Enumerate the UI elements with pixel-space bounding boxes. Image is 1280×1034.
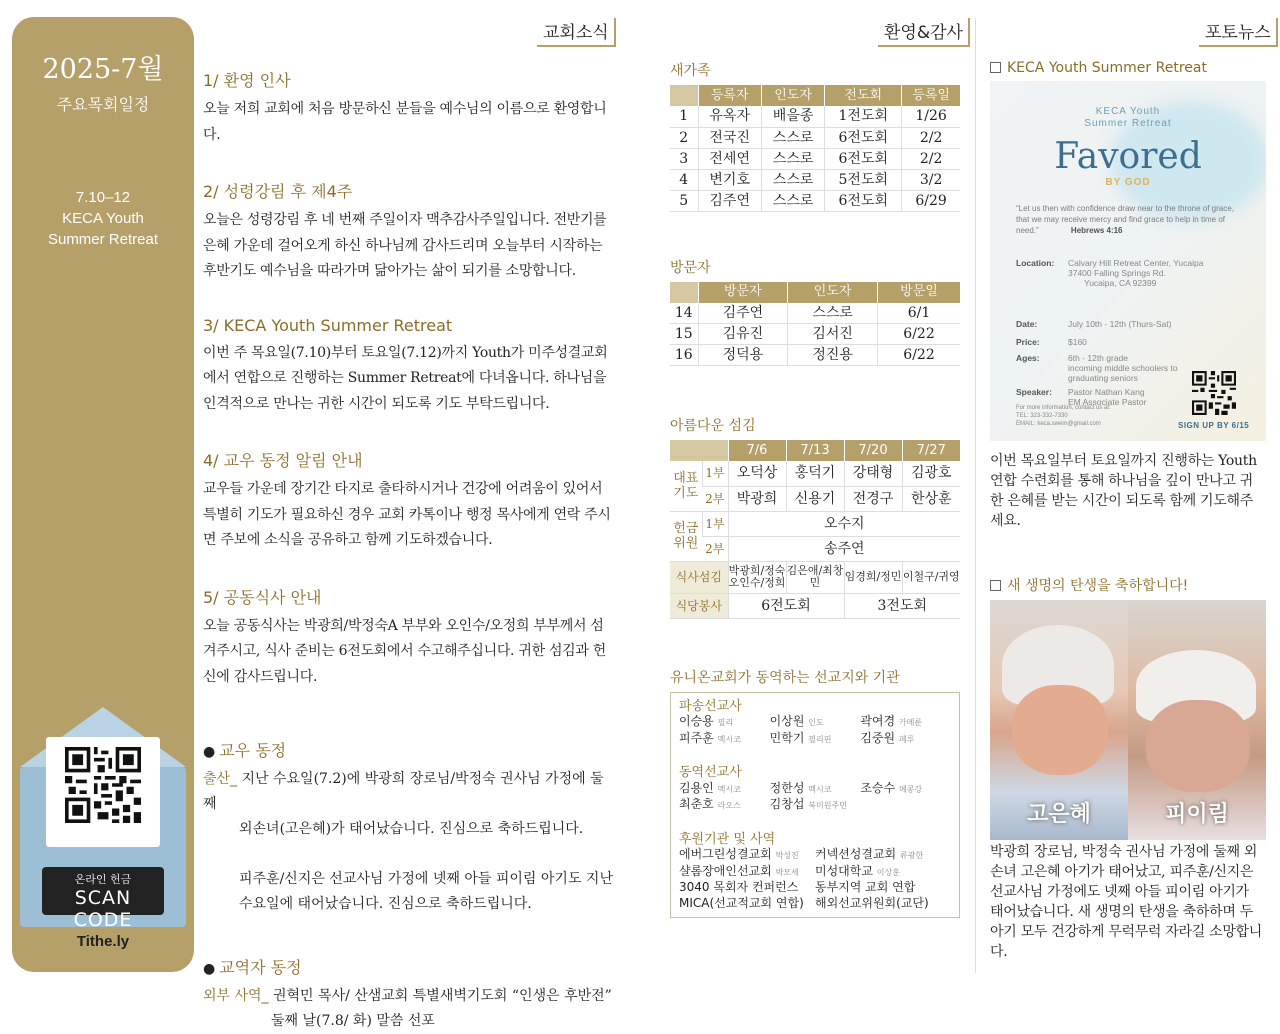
cell: 강태형 [844,461,902,486]
visitors-title: 방문자 [670,259,711,276]
cell: 스스로 [788,303,878,324]
cell: 홍덕기 [786,461,844,486]
cell: 1부 [702,461,728,486]
place: 박모세 [775,867,799,877]
diag-cell [670,85,698,106]
signup-qr-icon[interactable] [1192,371,1236,415]
cell: 박광희/정숙 오인수/정희 [728,561,786,593]
cell: 6전도회 [825,190,902,211]
table-row [670,127,960,148]
list-item [679,781,951,798]
news-title: 3/ KECA Youth Summer Retreat [203,315,453,335]
table-row [670,106,960,127]
tithely-link[interactable]: Tithe.ly [76,933,130,950]
row-label: 대표기도 [670,461,702,511]
table-row [670,303,960,324]
cell: 15 [670,324,698,345]
signup-deadline: SIGN UP BY 6/15 [1178,421,1250,430]
event-date: 7.10–12 [75,189,131,206]
poster-price [1016,337,1087,347]
list-item [679,847,951,864]
cell: 6/22 [878,345,960,366]
retreat-poster [990,81,1266,441]
minister-news-body [203,984,613,1034]
place: 라오스 [717,801,741,810]
verse-text: “Let us then with confidence draw near to the throne of grace, that we may receive mercy and find grace to help in time of need.” [1016,204,1234,235]
cell: 전세연 [698,148,761,169]
cell: 6전도회 [825,127,902,148]
poster-top1: KECA Youth [1095,106,1161,117]
info-label: Ages: [1016,353,1040,363]
cell: 오수지 [728,511,960,536]
partner-title: 동역선교사 [679,765,742,780]
info-value: $160 [1068,337,1087,347]
schedule-sidebar [12,17,194,972]
list-item [679,864,951,881]
cell: 정덕용 [698,345,788,366]
event-line2: Summer Retreat [47,231,159,248]
table-row [670,461,960,486]
news-body: 오늘 공동식사는 박광희/박정숙A 부부와 오인수/오정희 부부께서 섬겨주시고, 식사 준비는 6전도회에서 수고해주십니다. 귀한 섬김과 헌신에 감사드립니다. [203,617,607,685]
service-title: 아름다운 섬김 [670,418,756,434]
missions-title: 유니온교회가 동역하는 선교지와 기관 [670,669,900,686]
cell: 1/26 [902,106,960,127]
photo-news-column [990,60,1266,962]
table-row [670,561,960,593]
contact-line: EMAIL: keca.swem@gmail.com [1016,421,1101,427]
cell: 한상훈 [902,486,960,511]
news-item [203,68,613,148]
new-family-title: 새가족 [670,63,711,79]
col-header: 방문일 [878,282,960,303]
outside-ministry-label: 외부 사역_ [203,988,269,1004]
cell: 2부 [702,536,728,561]
name: 김중원 [860,730,896,745]
cell: 변기호 [698,169,761,190]
member-news-title: 교우 동정 [219,741,287,760]
info-label: Speaker: [1016,387,1052,397]
news-body: 오늘은 성령강림 후 네 번째 주일이자 맥추감사주일입니다. 전반기를 은혜 가운데 걸어오게 하신 하나님께 감사드리며 오늘부터 시작하는 후반기도 예수님을 따라가며 닮아가는 삶이 되기를 소망합니다. [203,212,607,279]
name: 3040 목회자 컨퍼런스 [679,880,799,894]
face-shape [1012,685,1108,775]
sent-title: 파송선교사 [679,698,742,714]
info-label: Price: [1016,337,1040,347]
cell: 정진용 [788,345,878,366]
member-news [203,738,613,917]
photo1-title: KECA Youth Summer Retreat [1007,60,1207,76]
service-table [670,440,960,619]
cell: 스스로 [761,169,824,190]
cell: 박광희 [728,486,786,511]
baby-photos [990,600,1266,840]
cell: 5 [670,190,698,211]
photo2-caption: 박광희 장로님, 박정숙 권사님 가정에 둘째 외손녀 고은혜 아기가 태어났고, 피주훈/신지은 선교사님 가정에도 넷째 아들 피이림 아기가 태어났습니다. 새 생명의 탄생을 축하하며 두 아기 모두 건강하게 무럭무럭 자라길 소망합니다. [990,844,1263,960]
name: 해외선교위원회(교단) [815,895,929,910]
col-header: 7/27 [902,440,960,461]
name: 샬롬장애인선교회 [679,863,772,878]
cell: 전경구 [844,486,902,511]
info-value: 6th - 12th grade [1068,353,1129,363]
new-family-table [670,85,960,212]
cell: 6/1 [878,303,960,324]
col-header: 방문자 [698,282,788,303]
welcome-column [670,60,960,918]
cell: 2 [670,127,698,148]
info-value: July 10th - 12th (Thurs-Sat) [1068,319,1172,329]
cell: 2/2 [902,127,960,148]
list-item [679,797,951,814]
table-row [670,324,960,345]
contact-line: TEL: 323-332-7330 [1016,413,1068,419]
name: 민학기 [769,730,805,745]
news-title: 5/ 공동식사 안내 [203,587,322,607]
table-row [670,345,960,366]
poster-contact [1016,404,1111,428]
cell: 유옥자 [698,106,761,127]
name: 동부지역 교회 연합 [815,880,916,894]
list-item [679,880,951,896]
baby-name-2: 피이림 [1165,802,1229,827]
name: 최춘호 [679,797,714,811]
name: 커넥션성결교회 [815,847,897,861]
cell: 6전도회 [728,593,844,618]
place: 필리핀 [808,734,832,744]
col-header: 전도회 [825,85,902,106]
name: 김창섭 [769,797,805,811]
church-news-column [203,68,613,1034]
cell: 스스로 [761,148,824,169]
place: 필리 [717,718,734,727]
name: 정한성 [769,780,805,795]
cell: 1 [670,106,698,127]
news-title: 1/ 환영 인사 [203,71,291,90]
retreat-event [12,187,194,250]
table-row [670,536,960,561]
poster-ages [1016,353,1216,383]
minister-line: 권혁민 목사/ 산샘교회 특별새벽기도회 “인생은 후반전” [273,988,612,1004]
member-line: 외손녀(고은혜)가 태어났습니다. 진심으로 축하드립니다. [239,821,584,837]
info-value: incoming middle schoolers to graduating seniors [1068,363,1178,383]
bullet-icon: ● [203,961,216,977]
baby-photo-2 [1128,600,1266,840]
info-value: Pastor Nathan Kang [1068,387,1145,397]
news-item [203,179,613,285]
checkbox-icon [990,62,1001,73]
table-row [670,148,960,169]
cell: 김주연 [698,303,788,324]
news-title: 4/ 교우 동정 알림 안내 [203,451,363,470]
cell: 임경희/정민 [844,561,902,593]
tag-photo-news: 포토뉴스 [1199,18,1278,47]
minister-news [203,955,613,1034]
poster-subtitle: BY GOD [1105,177,1151,188]
sidebar-title: 2025-7월 [42,54,164,85]
column-divider [975,18,976,973]
table-row [670,169,960,190]
news-item [203,316,613,418]
poster-date [1016,319,1171,329]
member-news-body [203,767,613,917]
info-value: EM Associate Pastor [1068,397,1147,407]
cell: 스스로 [761,190,824,211]
poster-location [1016,258,1203,288]
minister-news-heading [203,955,613,978]
place: 북미원주민 [808,801,847,810]
tag-welcome: 환영&감사 [878,18,970,47]
cell: 전국진 [698,127,761,148]
cell: 김유진 [698,324,788,345]
news-body: 교우들 가운데 장기간 타지로 출타하시거나 건강에 어려움이 있어서 특별히 기도가 필요하신 경우 교회 카톡이나 행정 목사에게 연락 주시면 주보에 소식을 공유하고 함께 기도하겠습니다. [203,481,611,548]
contact-line: For more information, contact us at: [1016,405,1111,411]
cell: 4 [670,169,698,190]
col-header: 7/20 [844,440,902,461]
diag-cell [670,440,728,461]
event-line1: KECA Youth [62,210,144,227]
member-news-heading [203,738,613,761]
poster-title: Favored [1054,136,1202,177]
name: MICA(선교적교회 연합) [679,895,804,910]
cell: 배을종 [761,106,824,127]
table-header [670,85,960,106]
table-row [670,486,960,511]
photo2-title: 새 생명의 탄생을 축하합니다! [1007,578,1189,594]
cell: 1부 [702,511,728,536]
missions-box [670,692,960,919]
birth-label: 출산_ [203,771,238,787]
baby-name-1: 고은혜 [1027,802,1091,827]
name: 곽여경 [860,714,896,728]
poster-verse [1016,203,1246,236]
news-item [203,448,613,554]
cell: 송주연 [728,536,960,561]
cell: 6/22 [878,324,960,345]
name: 미성대학교 [815,863,873,878]
cell: 2/2 [902,148,960,169]
tag-church-news: 교회소식 [537,18,616,47]
table-header [670,440,960,461]
bullet-icon: ● [203,744,216,760]
info-value: Yucaipa, CA 92399 [1084,278,1157,288]
col-header: 7/13 [786,440,844,461]
cell: 6/29 [902,190,960,211]
info-value: 37400 Falling Springs Rd. [1068,268,1166,278]
cell: 김서진 [788,324,878,345]
name: 이승용 [679,714,714,728]
table-row [670,593,960,618]
cell: 3 [670,148,698,169]
minister-line: 둘째 날(7.8/ 화) 말씀 선포 [271,1013,435,1029]
col-header: 7/6 [728,440,786,461]
table-row [670,190,960,211]
cell: 이철구/귀영 [902,561,960,593]
scan-code-label [42,867,164,931]
support-title: 후원기관 및 사역 [679,831,776,847]
name: 이상원 [769,714,805,728]
giving-qr-icon[interactable] [65,747,141,823]
cell: 김광호 [902,461,960,486]
cell: 신용기 [786,486,844,511]
place: 메콩강 [898,784,923,794]
photo1-heading [990,60,1266,76]
info-label: Location: [1016,258,1055,268]
place: 멕시코 [717,734,741,744]
baby-photo-1 [990,600,1128,840]
cell: 1전도회 [825,106,902,127]
cell: 오덕상 [728,461,786,486]
member-line: 수요일에 태어났습니다. 진심으로 축하드립니다. [239,896,532,912]
list-item [679,731,951,748]
checkbox-icon [990,580,1001,591]
place: 페루 [898,734,915,744]
table-row [670,511,960,536]
poster-top2: Summer Retreat [1084,118,1172,129]
place: 류광한 [899,851,924,860]
info-value: Calvary Hill Retreat Center, Yucaipa [1068,258,1204,268]
diag-cell [670,282,698,303]
place: 인도 [808,718,824,727]
member-line: 지난 수요일(7.2)에 박광희 장로님/박정숙 권사님 가정에 둘째 [203,771,604,812]
name: 김용인 [679,780,714,795]
member-line: 피주훈/신지은 선교사님 가정에 넷째 아들 피이림 아기도 지난 [239,871,613,887]
minister-news-title: 교역자 동정 [219,958,302,977]
place: 카메룬 [898,718,923,727]
visitors-table [670,282,960,367]
place: 멕시코 [717,784,741,794]
name: 에버그린성결교회 [679,847,772,861]
col-header: 인도자 [788,282,878,303]
photo2-heading [990,575,1266,595]
cell: 6전도회 [825,148,902,169]
table-header [670,282,960,303]
photo1-caption: 이번 목요일부터 토요일까지 진행하는 Youth 연합 수련회를 통해 하나님을 깊이 만나고 귀한 은혜를 받는 시간이 되도록 함께 기도해주세요. [990,453,1257,529]
name: 피주훈 [679,730,714,745]
verse-ref: Hebrews 4:16 [1070,226,1123,235]
news-body: 오늘 저희 교회에 처음 방문하신 분들을 예수님의 이름으로 환영합니다. [203,101,607,143]
news-body: 이번 주 목요일(7.10)부터 토요일(7.12)까지 Youth가 미주성결교회에서 연합으로 진행하는 Summer Retreat에 다녀옵니다. 하나님을 인격적으로 만나는 귀한 시간이 되도록 기도 부탁드립니다. [203,344,608,412]
col-header: 등록일 [902,85,960,106]
cell: 2부 [702,486,728,511]
cell: 14 [670,303,698,324]
cell: 3/2 [902,169,960,190]
news-title: 2/ 성령강림 후 제4주 [203,182,353,201]
online-giving-text: 온라인 헌금 [74,873,132,886]
cell: 김주연 [698,190,761,211]
online-giving-envelope[interactable] [20,707,186,931]
name: 조승수 [860,780,896,795]
col-header: 인도자 [761,85,824,106]
news-item [203,585,613,691]
list-item [679,714,951,731]
cell: 김은애/최창민 [786,561,844,593]
col-header: 등록자 [698,85,761,106]
cell: 5전도회 [825,169,902,190]
scan-code-text: SCAN CODE [73,887,133,931]
place: 멕시코 [808,784,832,794]
place: 이상훈 [876,867,900,877]
poster-org [990,106,1266,130]
cell: 3전도회 [844,593,960,618]
info-label: Date: [1016,319,1038,329]
cell: 스스로 [761,127,824,148]
cell: 16 [670,345,698,366]
face-shape [1146,700,1250,792]
row-label: 헌금위원 [670,511,702,561]
sidebar-subtitle: 주요목회일정 [56,95,150,114]
row-label: 식사섬김 [670,561,728,593]
row-label: 식당봉사 [670,593,728,618]
place: 박성진 [775,851,799,860]
list-item [679,896,951,912]
